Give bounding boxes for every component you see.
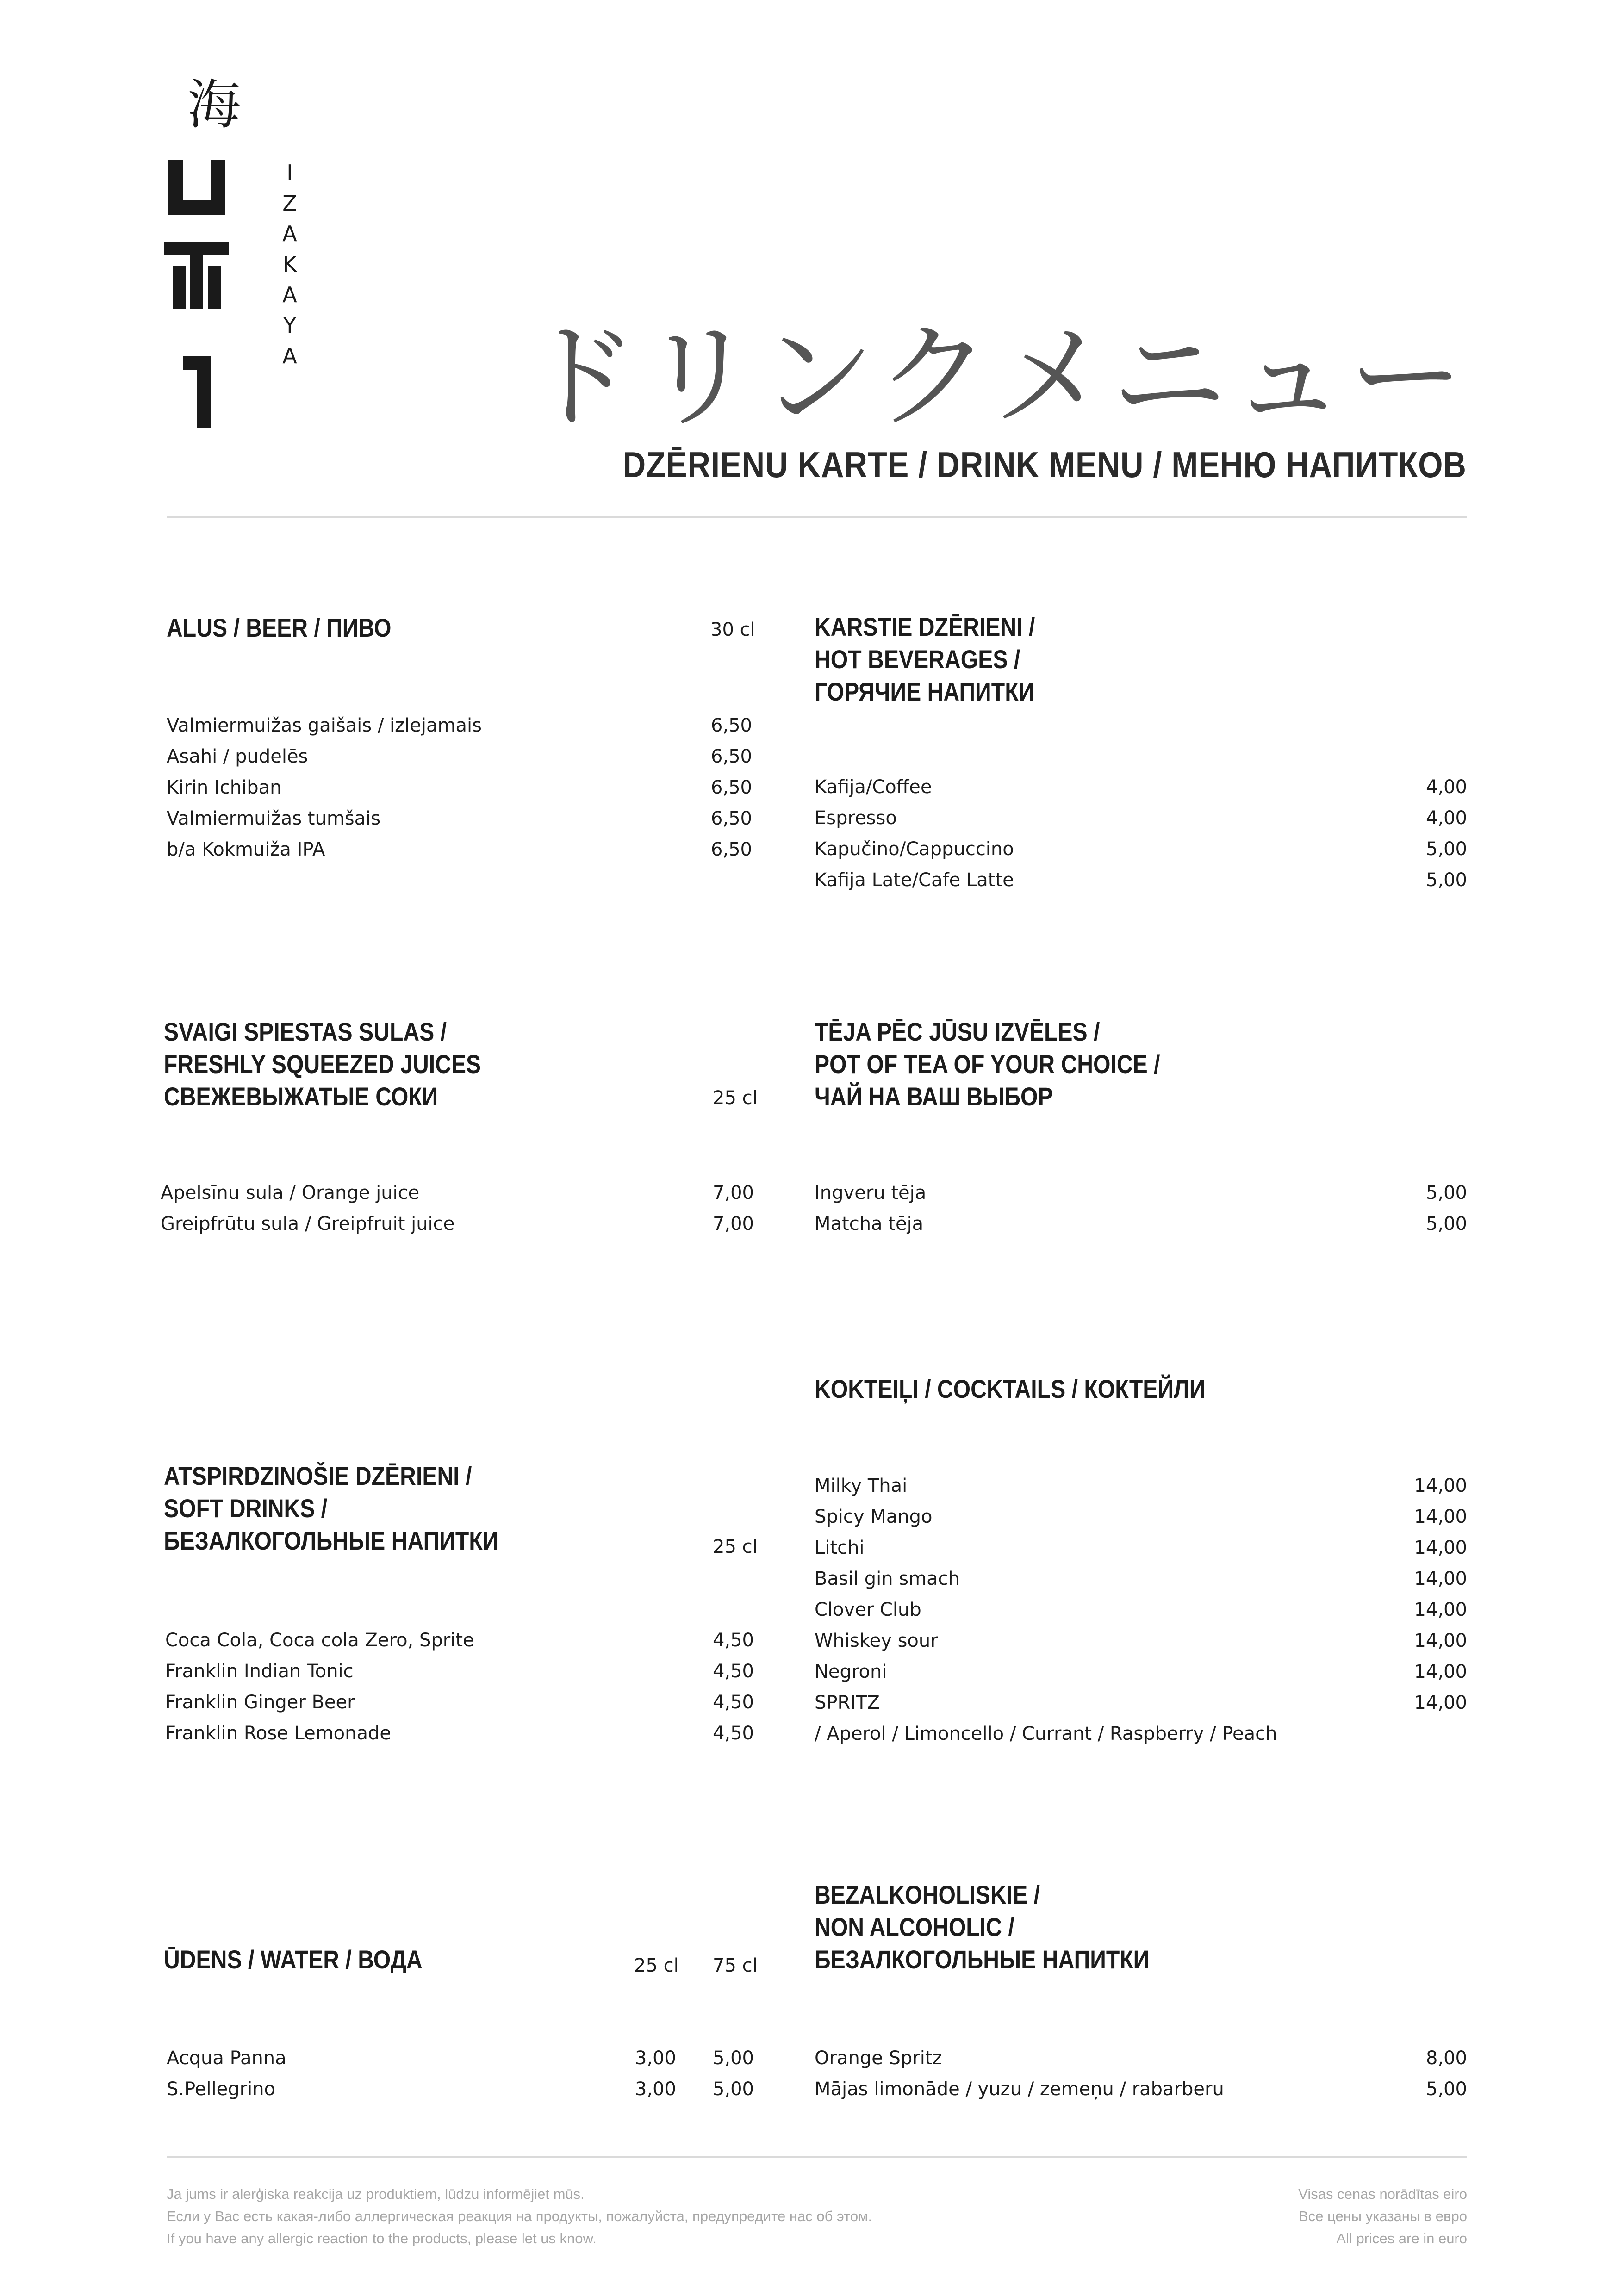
- soft-drinks-volume: 25 cl: [713, 1536, 758, 1558]
- list-item: Whiskey sour 14,00: [815, 1630, 1467, 1651]
- logo-izakaya-letter: I: [286, 160, 293, 185]
- page-title-japanese: ドリンクメニュー: [522, 310, 1467, 444]
- list-item: SPRITZ 14,00: [815, 1692, 1467, 1713]
- non-alcoholic-list: [815, 2043, 1467, 2105]
- logo-kanji: 海: [187, 74, 241, 136]
- section-title-hot-beverages: KARSTIE DZĒRIENI / HOT BEVERAGES / ГОРЯЧИЕ НАПИТКИ: [815, 612, 1035, 706]
- list-item: Coca Cola, Coca cola Zero, Sprite 4,50: [165, 1630, 754, 1651]
- footer-divider: [167, 2156, 1467, 2158]
- allergy-notice: Ja jums ir alerģiska reakcija uz produktiem, lūdzu informējiet mūs. Если у Вас есть какая-либо аллергическая реакция на продукты, пожалуйста, предупредите нас об этом. If you have any allergic reaction to the products, please let us know.: [167, 2186, 872, 2246]
- list-item: Valmiermuižas tumšais 6,50: [167, 808, 752, 829]
- section-title-beer: ALUS / BEER / ПИВО: [167, 613, 392, 642]
- list-item: Greipfrūtu sula / Greipfruit juice 7,00: [161, 1213, 754, 1235]
- list-item: Milky Thai 14,00: [815, 1475, 1467, 1496]
- beer-list: [167, 710, 752, 865]
- logo-letter-m-right: [208, 266, 221, 309]
- list-item: Litchi 14,00: [815, 1537, 1467, 1558]
- logo-letter-m-stem: [190, 242, 203, 309]
- list-item: Franklin Rose Lemonade 4,50: [165, 1723, 754, 1744]
- juices-volume: 25 cl: [713, 1087, 758, 1109]
- beer-volume: 30 cl: [710, 619, 755, 640]
- section-title-tea: TĒJA PĒC JŪSU IZVĒLES / POT OF TEA OF YOUR CHOICE / ЧАЙ НА ВАШ ВЫБОР: [815, 1017, 1160, 1111]
- list-item: Negroni 14,00: [815, 1661, 1467, 1682]
- list-item: Acqua Panna 3,00 5,00: [167, 2048, 754, 2069]
- logo-umi-mark: [164, 160, 229, 428]
- list-item: Kafija Late/Cafe Latte 5,00: [815, 869, 1467, 891]
- logo-letter-m-left: [173, 266, 186, 309]
- hot-beverages-list: [815, 772, 1467, 896]
- section-title-non-alcoholic: BEZALKOHOLISKIE / NON ALCOHOLIC / БЕЗАЛКОГОЛЬНЫЕ НАПИТКИ: [815, 1880, 1150, 1974]
- logo-izakaya-letter: K: [282, 252, 297, 277]
- section-title-soft-drinks: ATSPIRDZINOŠIE DZĒRIENI / SOFT DRINKS / БЕЗАЛКОГОЛЬНЫЕ НАПИТКИ: [164, 1461, 499, 1555]
- logo-letter-i: [183, 356, 211, 428]
- list-item: Franklin Ginger Beer 4,50: [165, 1692, 754, 1713]
- logo-izakaya-vertical: [280, 157, 299, 371]
- list-item: Clover Club 14,00: [815, 1599, 1467, 1620]
- water-volume-large: 75 cl: [713, 1955, 758, 1976]
- tea-list: [815, 1178, 1467, 1240]
- logo-izakaya-letter: A: [282, 343, 297, 368]
- logo-izakaya-letter: A: [282, 282, 297, 307]
- list-item: Asahi / pudelēs 6,50: [167, 746, 752, 767]
- list-item: Mājas limonāde / yuzu / zemeņu / rabarberu 5,00: [815, 2079, 1467, 2100]
- section-title-water: ŪDENS / WATER / ВОДА: [164, 1945, 423, 1974]
- list-item: Spicy Mango 14,00: [815, 1506, 1467, 1527]
- cocktails-list: [815, 1471, 1467, 1750]
- soft-drinks-list: [165, 1625, 754, 1749]
- header-divider: [167, 516, 1467, 518]
- list-item: Kafija/Coffee 4,00: [815, 776, 1467, 798]
- section-title-cocktails: KOKTEIĻI / COCKTAILS / КОКТЕЙЛИ: [815, 1374, 1206, 1403]
- list-item: Ingveru tēja 5,00: [815, 1182, 1467, 1204]
- list-item: Basil gin smach 14,00: [815, 1568, 1467, 1589]
- price-currency-notice: Visas cenas norādītas eiro Все цены указаны в евро All prices are in euro: [1298, 2186, 1467, 2246]
- list-item: Orange Spritz 8,00: [815, 2048, 1467, 2069]
- water-list: [167, 2043, 754, 2105]
- list-item: Franklin Indian Tonic 4,50: [165, 1661, 754, 1682]
- list-item: b/a Kokmuiža IPA 6,50: [167, 839, 752, 860]
- water-volume-small: 25 cl: [634, 1955, 679, 1976]
- list-item: Kirin Ichiban 6,50: [167, 777, 752, 798]
- logo-izakaya-letter: A: [282, 221, 297, 246]
- spritz-options: / Aperol / Limoncello / Currant / Raspberry / Peach: [815, 1723, 1277, 1744]
- list-item: Espresso 4,00: [815, 807, 1467, 829]
- logo-letter-u: [168, 160, 225, 215]
- list-item: Valmiermuižas gaišais / izlejamais 6,50: [167, 715, 752, 736]
- logo-izakaya-letter: Z: [282, 191, 297, 216]
- list-item: Matcha tēja 5,00: [815, 1213, 1467, 1235]
- logo-izakaya-letter: Y: [283, 313, 297, 338]
- list-item: Apelsīnu sula / Orange juice 7,00: [161, 1182, 754, 1204]
- juices-list: [161, 1178, 754, 1240]
- list-item: Kapučino/Cappuccino 5,00: [815, 838, 1467, 860]
- page-subtitle: DZĒRIENU KARTE / DRINK MENU / МЕНЮ НАПИТКОВ: [622, 444, 1467, 485]
- list-item: S.Pellegrino 3,00 5,00: [167, 2079, 754, 2100]
- section-title-juices: SVAIGI SPIESTAS SULAS / FRESHLY SQUEEZED JUICES СВЕЖЕВЫЖАТЫЕ СОКИ: [164, 1017, 481, 1111]
